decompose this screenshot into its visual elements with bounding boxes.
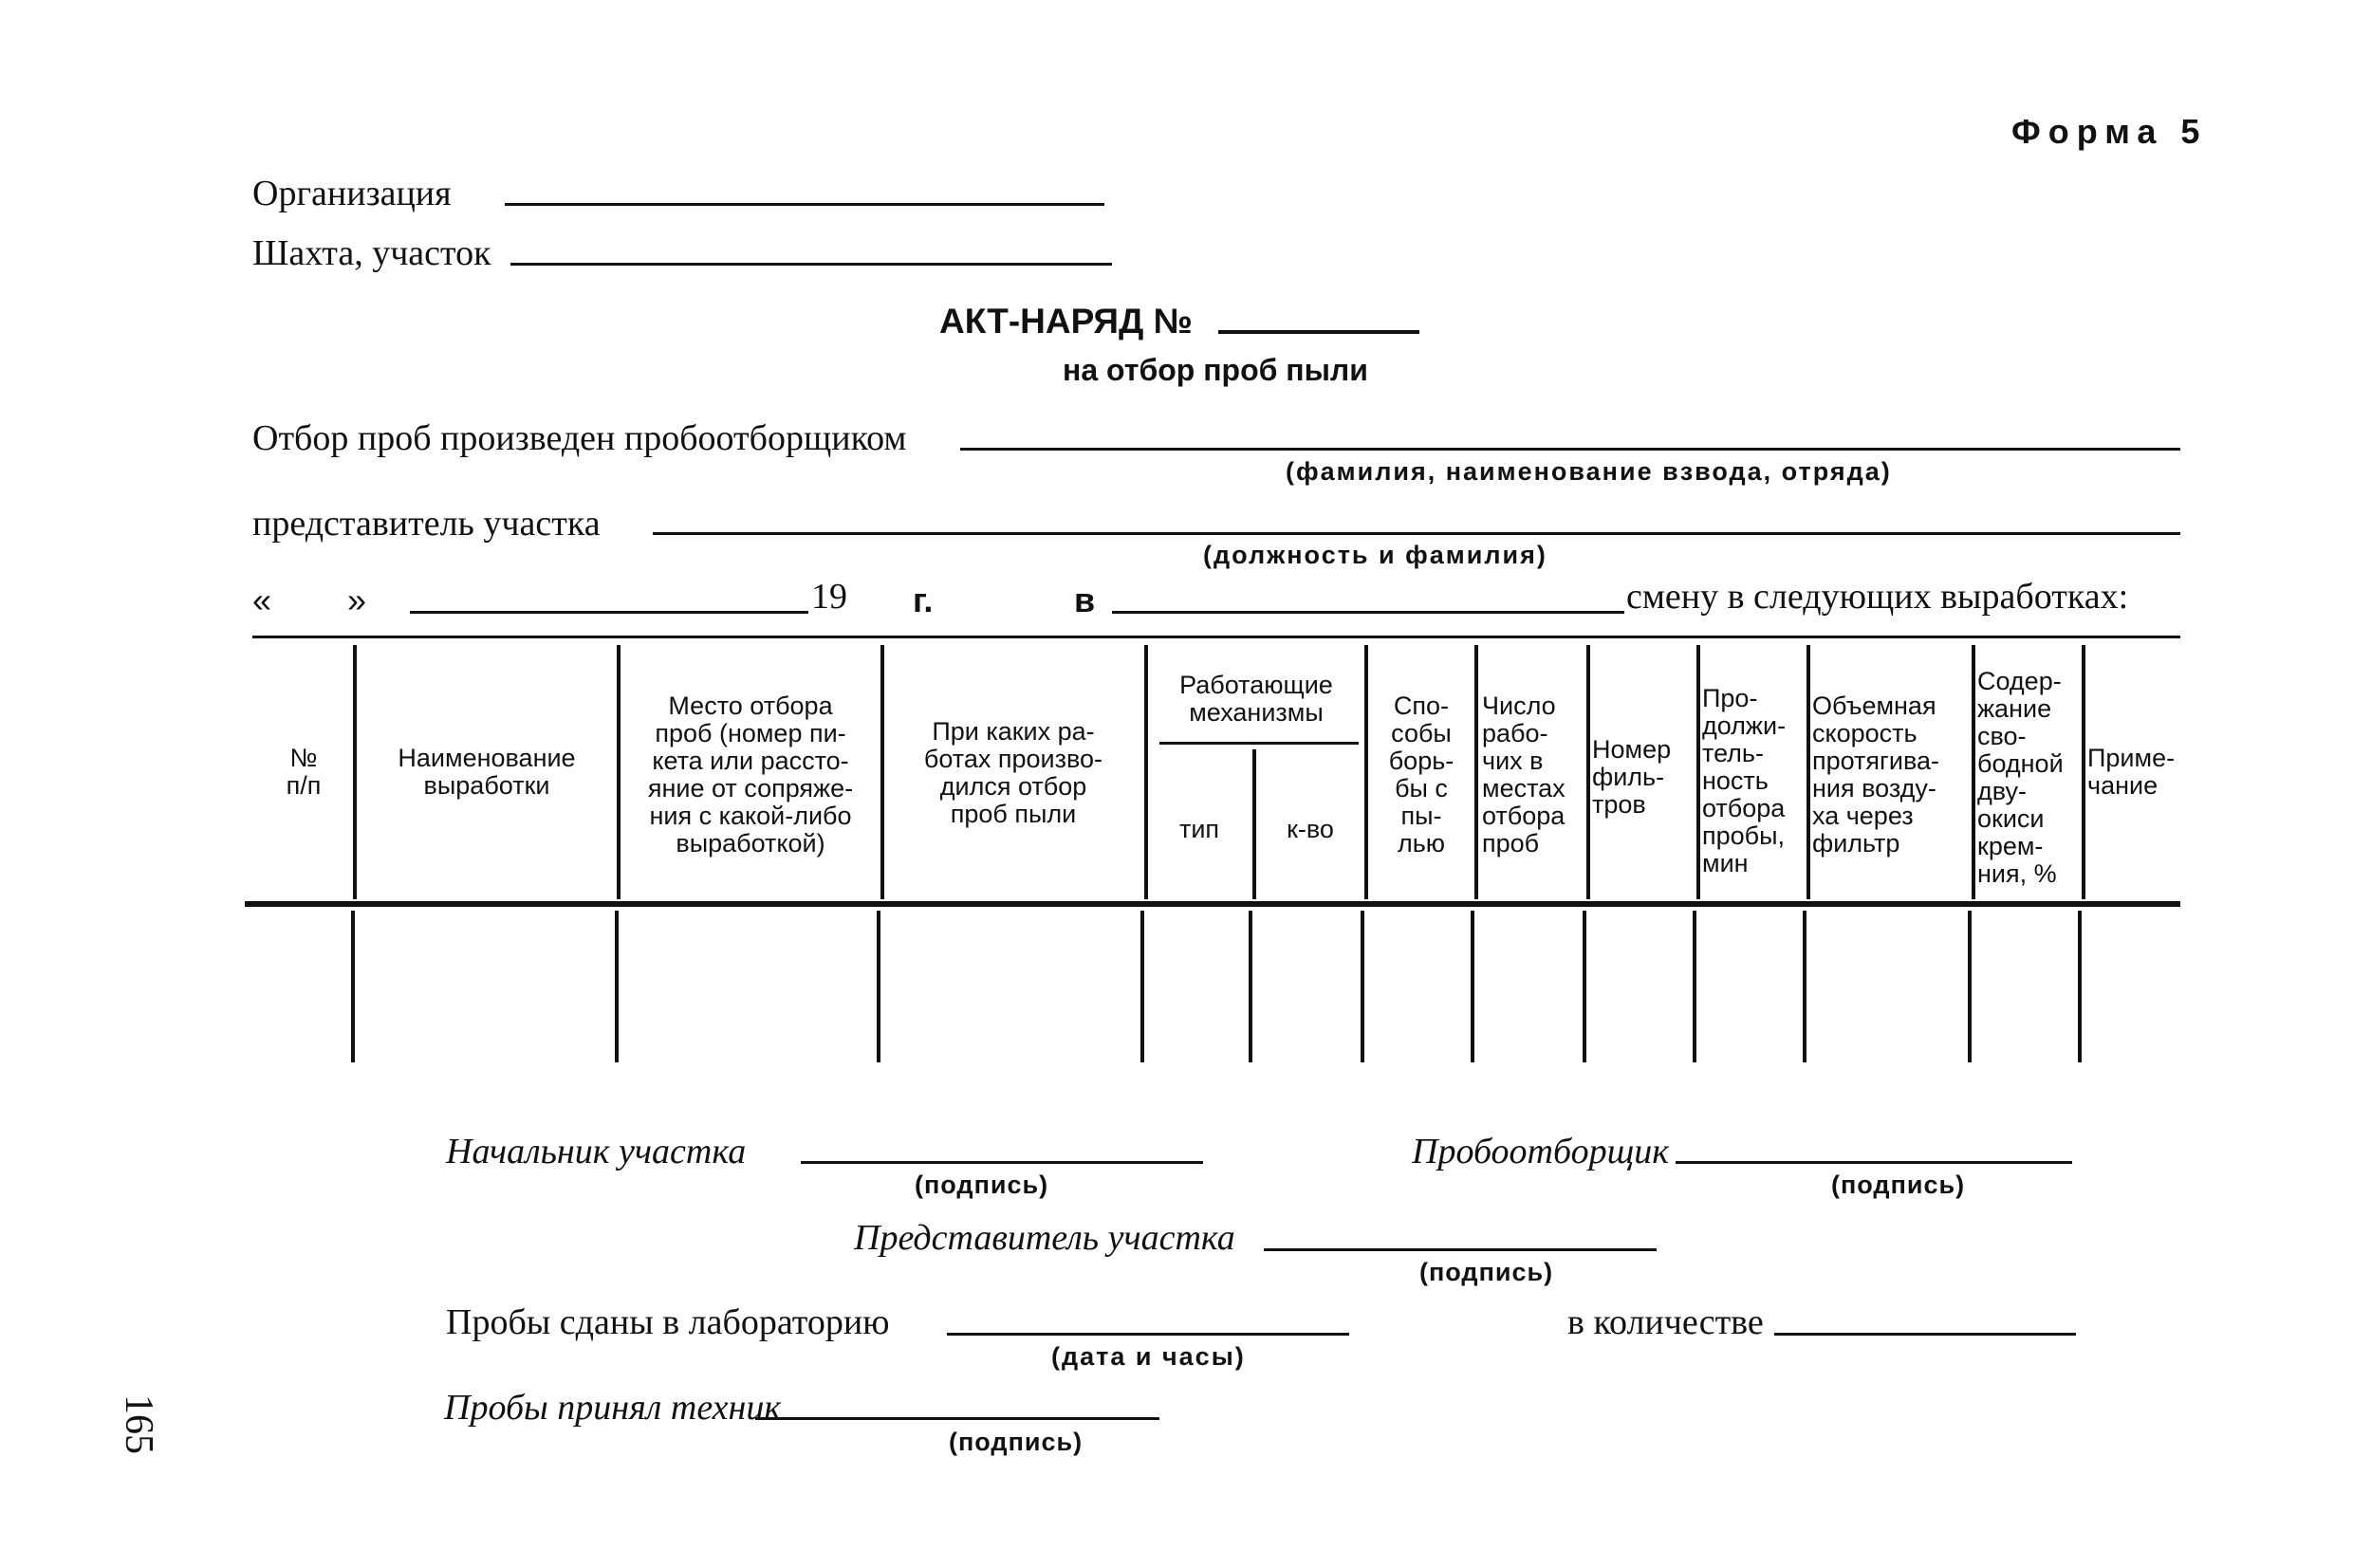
chief-caption: (подпись) [915, 1171, 1049, 1199]
col-divider [617, 645, 621, 899]
mechanisms-subrule [1159, 742, 1359, 745]
col-divider [1586, 645, 1590, 899]
organization-label: Организация [252, 174, 452, 213]
representative-label: представитель участка [252, 504, 601, 544]
col-divider [1696, 645, 1700, 899]
sampler-label: Отбор проб произведен пробоотборщиком [252, 418, 907, 458]
technician-label: Пробы принял техник [444, 1388, 782, 1428]
table-top-rule [252, 636, 2180, 638]
col-header-dust-control: Спо- собы борь- бы с пы- лью [1388, 692, 1454, 858]
col-divider [1252, 749, 1256, 899]
col-divider [1144, 645, 1148, 899]
organization-field[interactable] [505, 203, 1104, 206]
col-header-mechanisms: Работающие механизмы [1179, 671, 1333, 727]
table-header-rule [245, 901, 2180, 907]
lab-datetime-field[interactable] [947, 1333, 1349, 1336]
quote-close: » [347, 581, 367, 619]
col-header-filter-number: Номер филь- тров [1592, 735, 1672, 819]
sampler-sign-label: Пробоотборщик [1412, 1132, 1670, 1171]
document-subtitle: на отбор проб пыли [1063, 353, 1368, 387]
technician-caption: (подпись) [949, 1428, 1084, 1456]
document-number-field[interactable] [1218, 330, 1419, 334]
col-header-working-name: Наименование выработки [398, 744, 576, 800]
rep-sign-caption: (подпись) [1419, 1258, 1554, 1286]
sampler-field[interactable] [960, 448, 2180, 451]
col-header-mechanism-count: к-во [1287, 815, 1334, 843]
col-divider [880, 645, 884, 899]
quote-open: « [252, 581, 272, 619]
col-divider [353, 645, 357, 899]
rep-sign-label: Представитель участка [854, 1218, 1235, 1258]
page-number: 165 [117, 1394, 160, 1454]
mine-field[interactable] [510, 263, 1112, 266]
quantity-field[interactable] [1774, 1333, 2076, 1336]
shift-field[interactable] [1112, 611, 1624, 614]
mine-label: Шахта, участок [252, 233, 491, 273]
col-header-duration: Про- должи- тель- ность отбора пробы, мин [1702, 684, 1787, 877]
form-label: Форма 5 [2011, 112, 2208, 151]
representative-caption: (должность и фамилия) [1203, 541, 1547, 569]
document-title: АКТ-НАРЯД № [939, 302, 1193, 341]
col-header-silica: Содер- жание сво- бодной дву- окиси крем- ния, % [1977, 667, 2064, 888]
col-header-mechanism-type: тип [1178, 815, 1220, 843]
chief-label: Начальник участка [446, 1132, 747, 1171]
rep-signature-field[interactable] [1264, 1248, 1657, 1251]
col-header-notes: Приме- чание [2087, 744, 2176, 800]
quantity-label: в количестве [1567, 1302, 1764, 1342]
col-header-sampling-place: Место отбора проб (номер пи- кета или рассто- яние от сопряже- ния с какой-либо выработкой) [647, 692, 854, 858]
col-divider [1806, 645, 1810, 899]
col-divider [1972, 645, 1975, 899]
sampler-caption: (фамилия, наименование взвода, отряда) [1286, 457, 1892, 486]
lab-caption: (дата и часы) [1051, 1342, 1246, 1371]
in-label: в [1074, 581, 1096, 619]
year-suffix: г. [913, 581, 934, 619]
sampler-sign-caption: (подпись) [1831, 1171, 1966, 1199]
col-header-number: № п/п [286, 744, 322, 800]
date-month-field[interactable] [410, 611, 808, 614]
representative-field[interactable] [653, 532, 2180, 535]
col-header-flow-rate: Объемная скорость протягива- ния возду- ха через фильтр [1812, 692, 1940, 858]
shift-label: смену в следующих выработках: [1626, 577, 2129, 617]
year-label: 19 [811, 577, 847, 617]
technician-signature-field[interactable] [755, 1417, 1159, 1420]
sampler-signature-field[interactable] [1676, 1161, 2072, 1164]
lab-label: Пробы сданы в лабораторию [446, 1302, 890, 1342]
col-divider [1474, 645, 1478, 899]
col-header-workers: Число рабо- чих в местах отбора проб [1482, 692, 1566, 858]
table-row[interactable] [252, 911, 2180, 1062]
chief-signature-field[interactable] [801, 1161, 1203, 1164]
col-divider [2082, 645, 2085, 899]
col-header-works: При каких ра- ботах произво- дился отбор проб пыли [923, 717, 1103, 828]
col-divider [1364, 645, 1368, 899]
